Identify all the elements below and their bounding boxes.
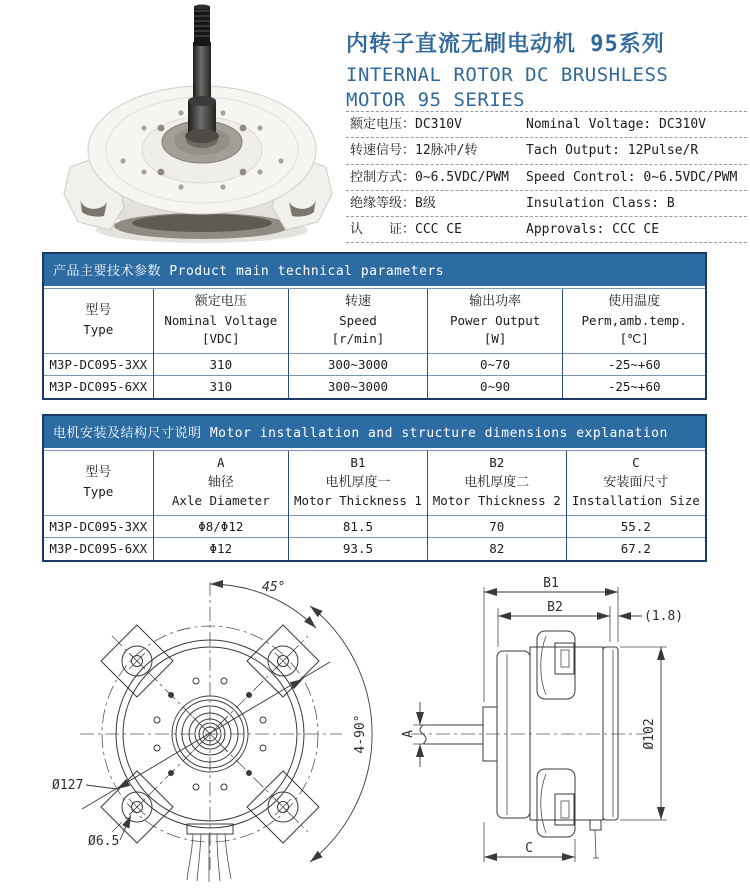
cell-b1: 81.5 — [289, 516, 428, 538]
dimension-b1 — [484, 576, 618, 702]
col-type: 型号 Type — [44, 289, 153, 354]
col-speed: 转速 Speed [r/min] — [289, 289, 428, 354]
cell-b1: 93.5 — [289, 538, 428, 560]
cell-temp: -25~+60 — [563, 354, 705, 376]
cell-b2: 82 — [427, 538, 566, 560]
spec-list — [346, 111, 747, 243]
spec-row-tach — [346, 138, 747, 164]
cell-model: M3P-DC095-6XX — [44, 538, 153, 560]
col-power: 输出功率 Power Output [W] — [427, 289, 563, 354]
dim-label-dia102: Ø102 — [642, 718, 657, 750]
col-axle: A 轴径 Axle Diameter — [153, 451, 289, 516]
dimension-gap-1-8 — [618, 609, 683, 624]
cell-voltage: 310 — [153, 376, 289, 398]
cell-model: M3P-DC095-3XX — [44, 354, 153, 376]
tech-params-table — [42, 252, 707, 400]
cell-axle: Φ12 — [153, 538, 289, 560]
motor-shaft — [185, 5, 219, 144]
col-type: 型号 Type — [44, 451, 153, 516]
spec-en: Tach Output: 12Pulse/R — [526, 143, 699, 159]
dim-label-b2: B2 — [547, 600, 563, 615]
ear-top — [537, 631, 575, 699]
cell-c: 67.2 — [566, 538, 705, 560]
col-thickness1: B1 电机厚度一 Motor Thickness 1 — [289, 451, 428, 516]
dimension-45deg — [210, 580, 316, 628]
spec-en: Nominal Voltage: DC310V — [526, 117, 707, 132]
cell-temp: -25~+60 — [563, 376, 705, 398]
spec-row-voltage — [346, 112, 747, 138]
dimension-dia102 — [620, 647, 667, 820]
spec-row-control — [346, 165, 747, 191]
spec-en: Insulation Class: B — [526, 195, 675, 211]
cell-power: 0~90 — [427, 376, 563, 398]
cell-c: 55.2 — [566, 516, 705, 538]
cell-voltage: 310 — [153, 354, 289, 376]
product-title-zh: 内转子直流无刷电动机 95系列 — [346, 32, 665, 57]
install-dims-table-title: 电机安装及结构尺寸说明 Motor installation and structure dimensions explanation — [44, 416, 705, 448]
motor-photo — [52, 2, 344, 248]
table-row — [44, 354, 705, 376]
dim-label-dia127: Ø127 — [52, 778, 84, 793]
tech-params-table-title: 产品主要技术参数 Product main technical parameters — [44, 254, 705, 286]
spec-zh: 转速信号：12脉冲/转 — [350, 143, 478, 159]
cell-speed: 300~3000 — [289, 376, 428, 398]
tech-params-header-row — [44, 289, 705, 354]
product-title-en-line1: INTERNAL ROTOR DC BRUSHLESS — [346, 64, 669, 86]
col-thickness2: B2 电机厚度二 Motor Thickness 2 — [427, 451, 566, 516]
dim-label-c: C — [525, 841, 533, 856]
cell-axle: Φ8/Φ12 — [153, 516, 289, 538]
spec-zh: 控制方式：0~6.5VDC/PWM — [350, 169, 509, 185]
side-view-drawing — [395, 562, 750, 890]
cell-b2: 70 — [427, 516, 566, 538]
dim-label-dia6-5: Ø6.5 — [88, 834, 120, 849]
spec-row-approvals — [346, 217, 747, 243]
table-row — [44, 538, 705, 560]
spec-zh: 认 证：CCC CE — [350, 222, 462, 237]
ear-bottom — [537, 769, 575, 837]
spec-zh: 额定电压：DC310V — [350, 117, 462, 132]
dim-label-a: A — [401, 730, 416, 738]
lead-wire — [590, 820, 601, 858]
product-title-en-line2: MOTOR 95 SERIES — [346, 89, 526, 112]
front-view-drawing — [30, 562, 395, 890]
motor-profile — [420, 647, 618, 820]
dimension-a — [401, 702, 437, 767]
table-row — [44, 516, 705, 538]
dim-label-4x90: 4-90° — [353, 714, 368, 754]
cell-power: 0~70 — [427, 354, 563, 376]
cell-model: M3P-DC095-6XX — [44, 376, 153, 398]
col-temp: 使用温度 Perm,amb.temp. [℃] — [563, 289, 705, 354]
cell-speed: 300~3000 — [289, 354, 428, 376]
dimension-c — [484, 822, 575, 862]
col-voltage: 额定电压 Nominal Voltage [VDC] — [153, 289, 289, 354]
spec-row-insulation — [346, 191, 747, 217]
dim-label-45deg: 45° — [262, 580, 286, 595]
install-dims-table — [42, 414, 707, 562]
spec-en: Approvals: CCC CE — [526, 222, 660, 237]
spec-en: Speed Control: 0~6.5VDC/PWM — [526, 169, 738, 185]
dimension-dia127 — [52, 662, 330, 809]
cell-model: M3P-DC095-3XX — [44, 516, 153, 538]
dim-label-b1: B1 — [543, 576, 559, 591]
title-block — [346, 27, 746, 113]
install-dims-header-row — [44, 451, 705, 516]
spec-zh: 绝缘等级：B级 — [350, 195, 436, 211]
dim-label-gap: (1.8) — [644, 609, 684, 624]
centerlines — [80, 582, 342, 870]
col-install-size: C 安装面尺寸 Installation Size — [566, 451, 705, 516]
table-row — [44, 376, 705, 398]
dimension-b2 — [498, 600, 610, 647]
